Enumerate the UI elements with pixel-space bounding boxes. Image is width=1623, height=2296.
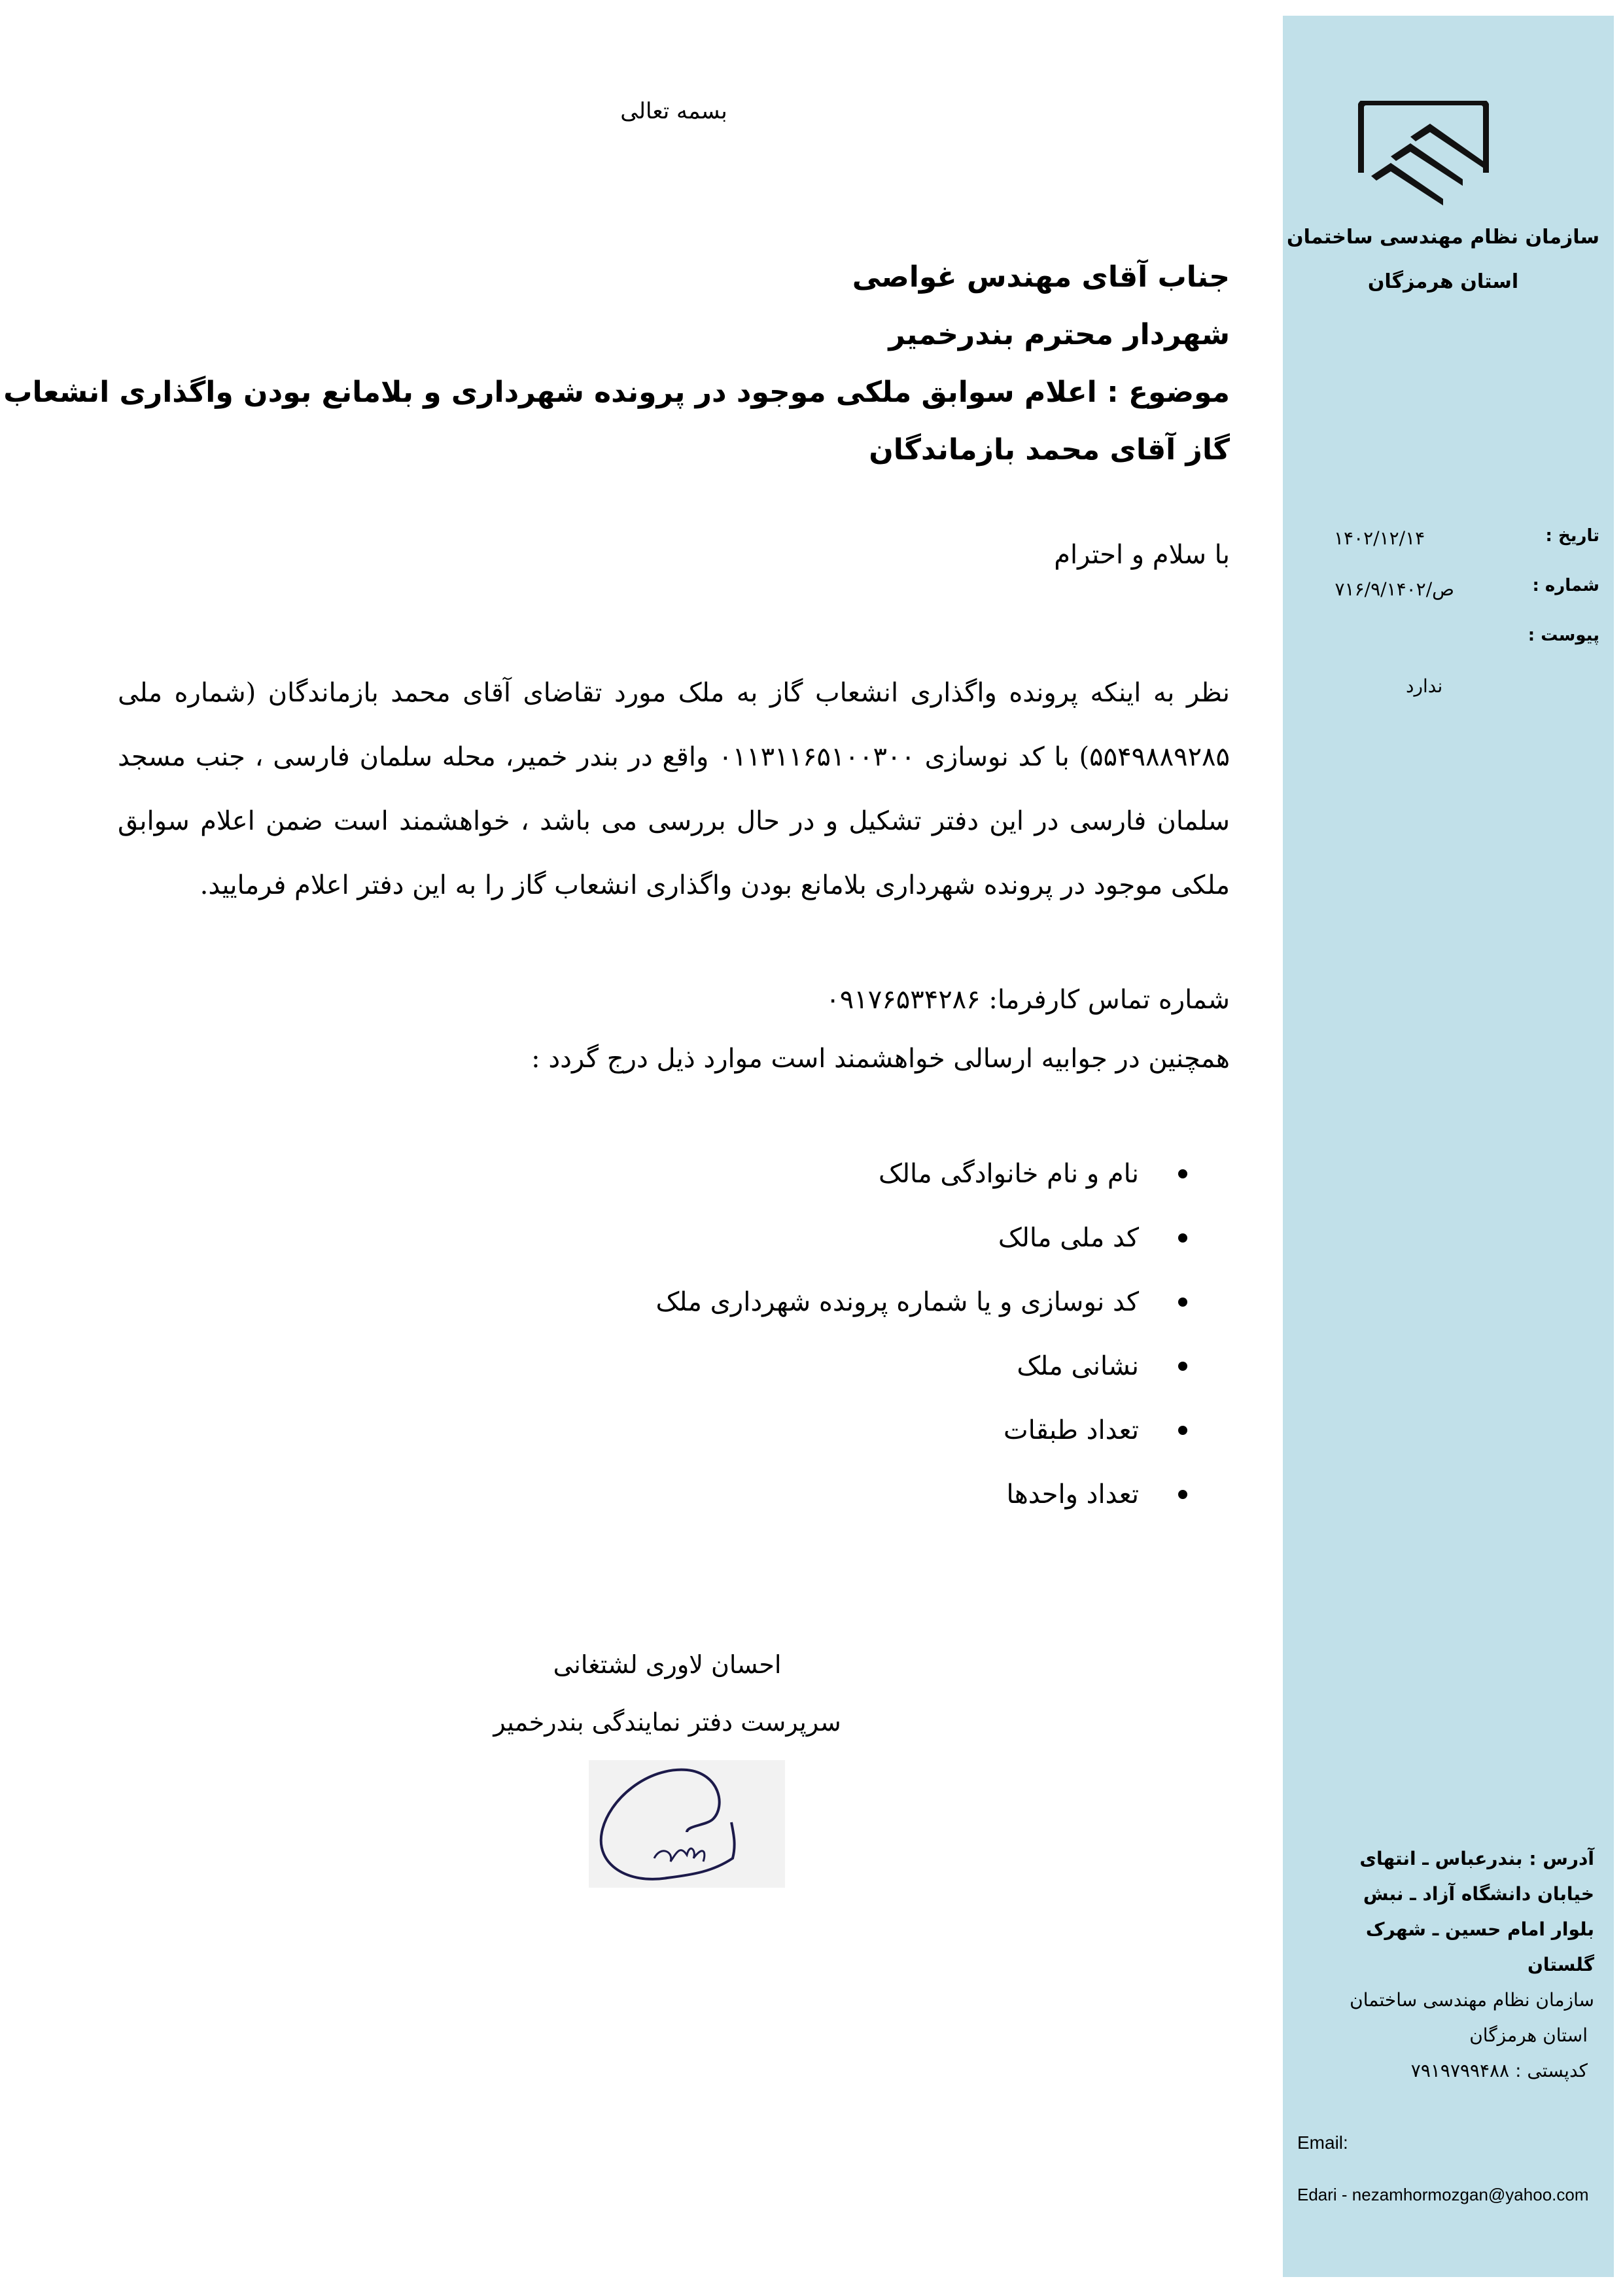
recipient-line: جناب آقای مهندس غواصی [852,260,1230,294]
signer-name: احسان لاوری لشتغانی [553,1650,782,1679]
letter-heading [3,249,1230,479]
bullet-icon [1178,1362,1187,1371]
bullet-icon [1178,1233,1187,1243]
employer-phone: شماره تماس کارفرما: ۰۹۱۷۶۵۳۴۲۸۶ [826,985,1230,1015]
list-item: کد ملی مالک [655,1206,1230,1270]
subject-line-cont: گاز آقای محمد بازماندگان [869,433,1230,467]
date-value: ۱۴۰۲/۱۲/۱۴ [1334,527,1425,549]
organization-name: سازمان نظام مهندسی ساختمان استان هرمزگان [1287,226,1599,293]
number-value: ص/۷۱۶/۹/۱۴۰۲ [1335,578,1454,600]
number-label: شماره : [1532,576,1599,595]
list-item: نام و نام خانوادگی مالک [655,1142,1230,1206]
list-item: تعداد طبقات [655,1398,1230,1462]
signature-image [589,1760,785,1888]
list-item: کد نوسازی و یا شماره پرونده شهرداری ملک [655,1270,1230,1334]
bullet-icon [1178,1426,1187,1435]
organization-logo-icon [1358,101,1489,212]
postal-code: کدپستی : ۷۹۱۹۷۹۹۴۸۸ [1410,2060,1588,2081]
list-item: تعداد واحدها [655,1462,1230,1527]
signature-icon [589,1760,785,1888]
subject-line: موضوع : اعلام سوابق ملکی موجود در پرونده شهرداری و بلامانع بودن واگذاری انشعاب [3,376,1230,409]
signer-block [458,1636,877,1751]
date-label: تاریخ : [1545,526,1599,546]
body-paragraph: نظر به اینکه پرونده واگذاری انشعاب گاز به ملک مورد تقاضای آقای محمد بازماندگان (شماره ملی ۵۵۴۹۸۸۹۲۸۵) با کد نوسازی ۰۱۱۳۱۱۶۵۱۰۰۳۰۰ واقع در بندر خمیر، محله سلمان فارسی ، جنب مسجد سلمان فارسی در این دفتر تشکیل و در حال بررسی می باشد ، خواهشمند است ضمن اعلام سوابق ملکی موجود در پرونده شهرداری بلامانع بودن واگذاری انشعاب گاز را به این دفتر اعلام فرمایید. [118,678,1230,900]
email-label: Email: [1297,2132,1348,2153]
letter-body-area [3,0,1230,2296]
attachment-label: پیوست : [1527,626,1599,645]
list-item: نشانی ملک [655,1334,1230,1398]
email-address: Edari - nezamhormozgan@yahoo.com [1297,2185,1589,2204]
invocation: بسمه تعالی [620,98,727,124]
organization-address: آدرس : بندرعباس ـ انتهای خیابان دانشگاه آزاد ـ نبش بلوار امام حسین ـ شهرک گلستان سازمان نظام مهندسی ساختمان استان هرمزگان کدپستی : ۷۹۱۹۷۹۹۴۸۸ [1306,1841,1594,2089]
attachment-value: ندارد [1406,675,1443,697]
recipient-title: شهردار محترم بندرخمیر [888,318,1230,351]
greeting: با سلام و احترام [1054,540,1230,570]
letterhead-sidebar [1283,16,1614,2277]
bullet-icon [1178,1490,1187,1499]
bullet-icon [1178,1298,1187,1307]
signer-title: سرپرست دفتر نمایندگی بندرخمیر [493,1708,841,1737]
bullet-icon [1178,1169,1187,1178]
request-intro: همچنین در جوابیه ارسالی خواهشمند است موارد ذیل درج گردد : [531,1044,1230,1074]
requested-items-list [655,1142,1230,1527]
